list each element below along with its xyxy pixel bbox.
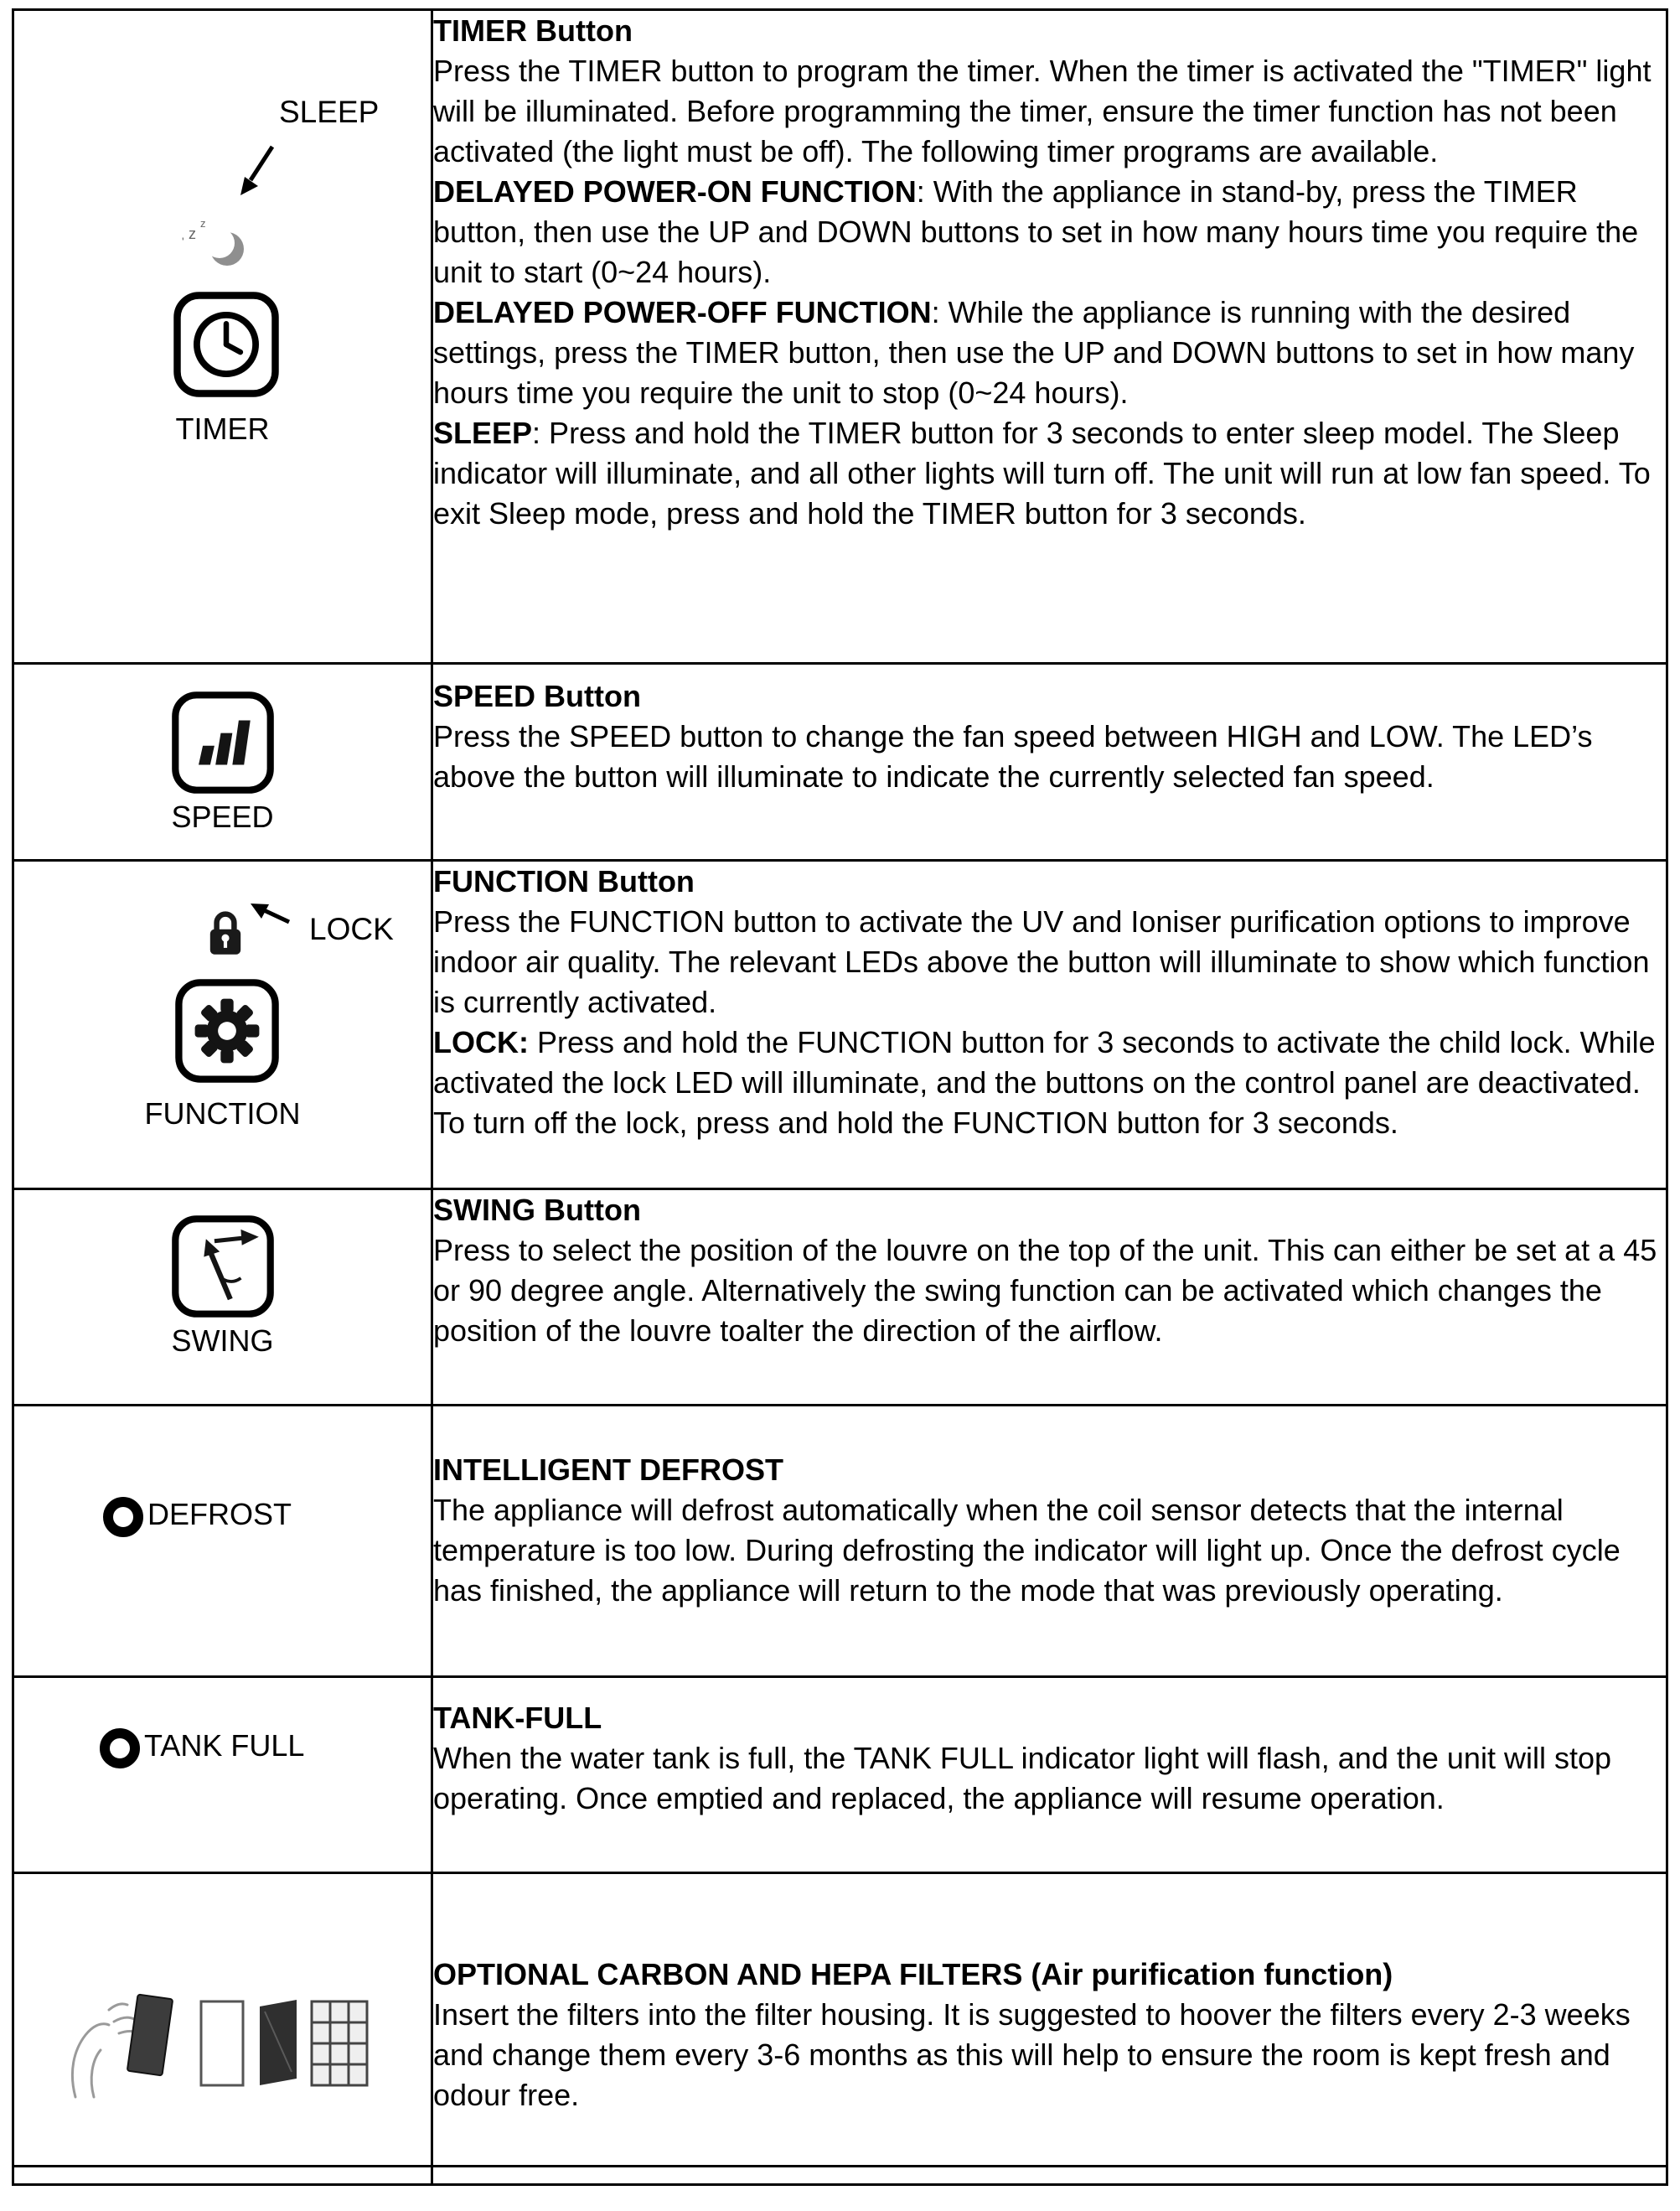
- tank-full-description-cell: [432, 1677, 1667, 1873]
- timer-label: TIMER: [175, 412, 270, 446]
- paragraph: DELAYED POWER-OFF FUNCTION: While the appliance is running with the desired settings, press the TIMER button, then use the UP and DOWN buttons to set in how many hours time you require the unit to stop (0~24 hours).: [433, 295, 1635, 410]
- tank-full-indicator-icon: [100, 1728, 140, 1768]
- timer-description-cell: [432, 10, 1667, 664]
- manual-row-defrost: [13, 1406, 1667, 1677]
- swing-icon-cell: [13, 1189, 432, 1406]
- filters-description-cell: [432, 1873, 1667, 2167]
- paragraph: Insert the filters into the filter housing. It is suggested to hoover the filters every 2-3 weeks and change them every 3-6 months as this will help to ensure the room is kept fresh and odour free.: [433, 1997, 1631, 2112]
- defrost-description-cell: [432, 1406, 1667, 1677]
- svg-text:z: z: [200, 217, 206, 230]
- sleep-moon-icon: [178, 210, 258, 277]
- lock-padlock-icon: [204, 909, 247, 959]
- manual-row-tank-full: [13, 1677, 1667, 1873]
- paragraph: Press to select the position of the louvre on the top of the unit. This can either be set at a 45 or 90 degree angle. Alternatively the swing function can be activated which changes the position of the louvre toalter the direction of the airflow.: [433, 1233, 1657, 1348]
- defrost-icon-cell: [13, 1406, 432, 1677]
- paragraph: Press the FUNCTION button to activate the UV and Ioniser purification options to improve indoor air quality. The relevant LEDs above the button will illuminate to show which function is currently activated.: [433, 904, 1650, 1019]
- paragraph: LOCK: Press and hold the FUNCTION button for 3 seconds to activate the child lock. While activated the lock LED will illuminate, and the buttons on the control panel are deactivated. To turn off the lock, press and hold the FUNCTION button for 3 seconds.: [433, 1025, 1656, 1140]
- section-heading: SWING Button: [433, 1193, 641, 1227]
- swing-description-cell: [432, 1189, 1667, 1406]
- tank-full-icon-cell: [13, 1677, 432, 1873]
- tank-full-label: TANK FULL: [144, 1728, 305, 1763]
- section-heading: INTELLIGENT DEFROST: [433, 1452, 783, 1487]
- manual-row-function: [13, 861, 1667, 1189]
- swing-louvre-icon: [170, 1214, 276, 1319]
- sleep-arrow-icon: [230, 142, 282, 209]
- speed-icon-cell: [13, 664, 432, 861]
- function-label: FUNCTION: [144, 1096, 301, 1131]
- paragraph: The appliance will defrost automatically when the coil sensor detects that the internal temperature is too low. During defrosting the indicator will light up. Once the defrost cycle has finished, the appliance will return to the mode that was previously operating.: [433, 1493, 1621, 1608]
- speed-bars-icon: [170, 690, 276, 795]
- manual-row-filters: [13, 1873, 1667, 2167]
- empty-text-cell: [432, 2167, 1667, 2185]
- paragraph: DELAYED POWER-ON FUNCTION: With the appliance in stand-by, press the TIMER button, then use the UP and DOWN buttons to set in how many hours time you require the unit to start (0~24 hours).: [433, 174, 1639, 289]
- function-icon-cell: [13, 861, 432, 1189]
- manual-row-speed: [13, 664, 1667, 861]
- svg-text:z: z: [189, 225, 196, 242]
- lock-label: LOCK: [309, 912, 394, 946]
- section-heading: FUNCTION Button: [433, 864, 695, 898]
- manual-row-empty: [13, 2167, 1667, 2185]
- filters-icon-cell: [13, 1873, 432, 2167]
- manual-row-timer: [13, 10, 1667, 664]
- manual-row-swing: [13, 1189, 1667, 1406]
- paragraph: When the water tank is full, the TANK FULL indicator light will flash, and the unit will stop operating. Once emptied and replaced, the appliance will resume operation.: [433, 1741, 1611, 1815]
- function-gear-icon: [173, 977, 281, 1085]
- paragraph: Press the TIMER button to program the timer. When the timer is activated the "TIMER" light will be illuminated. Before programming the timer, ensure the timer function has not been activated (the light must be off). The following timer programs are available.: [433, 54, 1652, 168]
- timer-icon-cell: [13, 10, 432, 664]
- paragraph: SLEEP: Press and hold the TIMER button for 3 seconds to enter sleep model. The Sleep indicator will illuminate, and all other lights will turn off. The unit will run at low fan speed. To exit Sleep mode, press and hold the TIMER button for 3 seconds.: [433, 416, 1651, 531]
- svg-text:': ': [182, 235, 184, 248]
- section-heading: SPEED Button: [433, 679, 641, 713]
- section-heading: TANK-FULL: [433, 1701, 602, 1735]
- paragraph: Press the SPEED button to change the fan speed between HIGH and LOW. The LED’s above the button will illuminate to indicate the currently selected fan speed.: [433, 719, 1593, 794]
- speed-description-cell: [432, 664, 1667, 861]
- empty-icon-cell: [13, 2167, 432, 2185]
- filter-insertion-illustration-icon: [60, 1973, 379, 2099]
- speed-label: SPEED: [171, 800, 274, 834]
- sleep-label: SLEEP: [279, 95, 380, 129]
- swing-label: SWING: [171, 1323, 274, 1358]
- section-heading: OPTIONAL CARBON AND HEPA FILTERS (Air purification function): [433, 1957, 1393, 1991]
- section-heading: TIMER Button: [433, 13, 633, 48]
- timer-clock-icon: [172, 289, 281, 400]
- function-description-cell: [432, 861, 1667, 1189]
- manual-table: [12, 8, 1668, 2186]
- lock-arrow-icon: [247, 898, 294, 932]
- defrost-indicator-icon: [103, 1497, 143, 1537]
- defrost-label: DEFROST: [147, 1497, 292, 1531]
